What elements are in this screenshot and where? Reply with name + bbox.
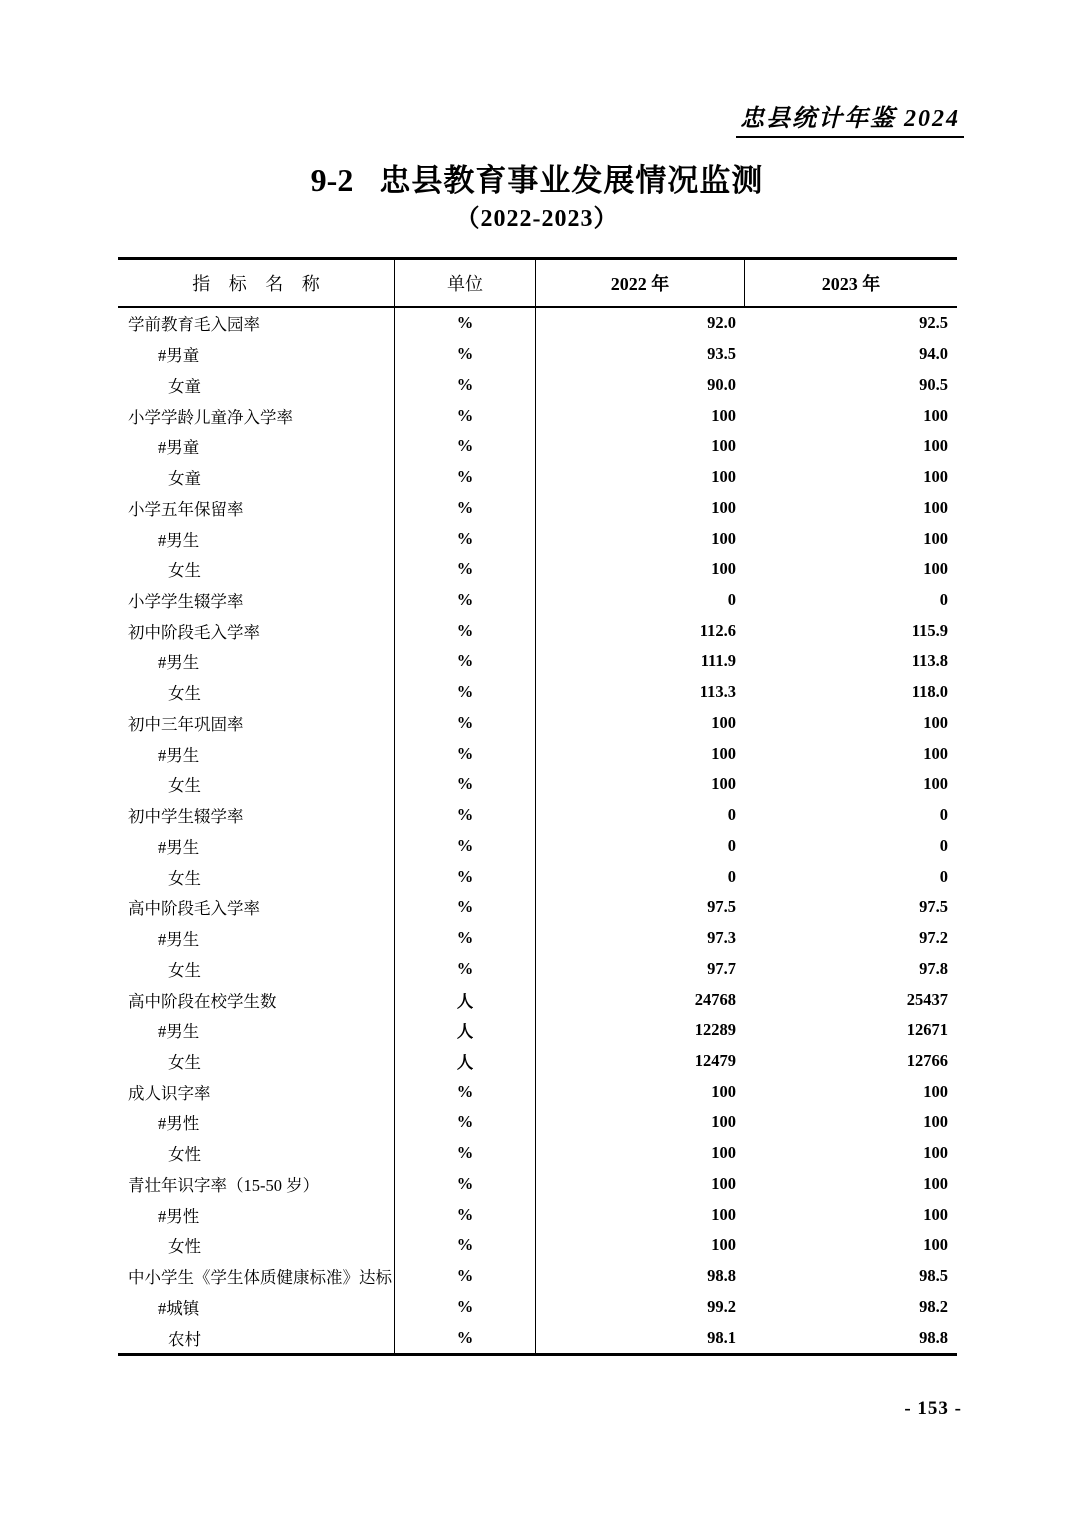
value-2023-cell: 100 (923, 1204, 948, 1224)
unit-cell: % (395, 1261, 536, 1292)
unit-cell: % (395, 585, 536, 616)
unit-cell: 人 (395, 1046, 536, 1077)
value-2022-cell: 113.3 (699, 682, 736, 702)
column-header-unit: 单位 (395, 260, 536, 306)
value-2022-cell: 100 (711, 436, 736, 456)
value-2022-cell: 0 (727, 589, 736, 609)
value-2023-cell: 97.2 (919, 928, 948, 948)
indicator-name-cell: #男生 (118, 738, 395, 769)
table-row (118, 1230, 957, 1261)
value-2023-cell: 98.2 (919, 1296, 948, 1316)
value-2023-cell: 0 (939, 589, 948, 609)
table-row (118, 554, 957, 585)
table-row (118, 339, 957, 370)
unit-cell: % (395, 677, 536, 708)
indicator-name-cell: 女生 (118, 861, 395, 892)
value-2023-cell: 118.0 (911, 682, 948, 702)
table-row (118, 830, 957, 861)
value-2023-cell: 100 (923, 528, 948, 548)
unit-cell: % (395, 769, 536, 800)
indicator-name-cell: #男生 (118, 830, 395, 861)
indicator-name-cell: 小学五年保留率 (118, 492, 395, 523)
unit-cell: % (395, 1138, 536, 1169)
table-header-row (118, 257, 957, 308)
value-2023-cell: 100 (923, 559, 948, 579)
value-2022-cell: 100 (711, 1112, 736, 1132)
value-2023-cell: 98.5 (919, 1266, 948, 1286)
unit-cell: % (395, 1169, 536, 1200)
unit-cell: % (395, 923, 536, 954)
value-2022-cell: 100 (711, 528, 736, 548)
value-2022-cell: 111.9 (700, 651, 736, 671)
value-2023-cell: 113.8 (911, 651, 948, 671)
table-row (118, 1138, 957, 1169)
unit-cell: % (395, 1076, 536, 1107)
indicator-name-cell: 高中阶段毛入学率 (118, 892, 395, 923)
unit-cell: % (395, 523, 536, 554)
indicator-name-cell: #男性 (118, 1107, 395, 1138)
unit-cell: % (395, 1322, 536, 1353)
indicator-name-cell: #男生 (118, 646, 395, 677)
indicator-name-cell: 女性 (118, 1230, 395, 1261)
value-2023-cell: 100 (923, 405, 948, 425)
unit-cell: % (395, 830, 536, 861)
indicator-name-cell: 农村 (118, 1322, 395, 1353)
value-2022-cell: 0 (727, 866, 736, 886)
unit-cell: % (395, 615, 536, 646)
table-row (118, 400, 957, 431)
table-row (118, 800, 957, 831)
value-2023-cell: 25437 (906, 989, 948, 1009)
value-2022-cell: 92.0 (707, 313, 736, 333)
value-2022-cell: 100 (711, 743, 736, 763)
table-row (118, 431, 957, 462)
indicator-name-cell: 女童 (118, 369, 395, 400)
value-2023-cell: 98.8 (919, 1327, 948, 1347)
table-title: 忠县教育事业发展情况监测 (379, 163, 764, 198)
value-2022-cell: 100 (711, 559, 736, 579)
unit-cell: % (395, 1199, 536, 1230)
value-2023-cell: 100 (923, 1235, 948, 1255)
table-row (118, 615, 957, 646)
value-2023-cell: 100 (923, 497, 948, 517)
table-row (118, 1046, 957, 1077)
table-row (118, 892, 957, 923)
unit-cell: % (395, 462, 536, 493)
value-2022-cell: 97.7 (707, 958, 736, 978)
unit-cell: % (395, 1230, 536, 1261)
value-2022-cell: 97.5 (707, 897, 736, 917)
indicator-name-cell: 女童 (118, 462, 395, 493)
table-row (118, 585, 957, 616)
table-row (118, 492, 957, 523)
value-2022-cell: 98.1 (707, 1327, 736, 1347)
unit-cell: % (395, 554, 536, 585)
value-2023-cell: 90.5 (919, 374, 948, 394)
value-2023-cell: 100 (923, 774, 948, 794)
indicator-name-cell: 初中三年巩固率 (118, 708, 395, 739)
value-2022-cell: 90.0 (707, 374, 736, 394)
value-2022-cell: 100 (711, 774, 736, 794)
value-2023-cell: 100 (923, 1143, 948, 1163)
unit-cell: % (395, 308, 536, 339)
value-2023-cell: 100 (923, 712, 948, 732)
table-row (118, 1322, 957, 1353)
indicator-name-cell: 小学学生辍学率 (118, 585, 395, 616)
value-2022-cell: 100 (711, 712, 736, 732)
table-row (118, 462, 957, 493)
value-2023-cell: 92.5 (919, 313, 948, 333)
value-2022-cell: 112.6 (699, 620, 736, 640)
value-2022-cell: 24768 (694, 989, 736, 1009)
value-2023-cell: 100 (923, 436, 948, 456)
running-head: 忠县统计年鉴 2024 (736, 98, 964, 138)
value-2022-cell: 12289 (694, 1020, 736, 1040)
table-row (118, 1261, 957, 1292)
value-2023-cell: 94.0 (919, 344, 948, 364)
unit-cell: % (395, 892, 536, 923)
value-2022-cell: 12479 (694, 1050, 736, 1070)
value-2022-cell: 100 (711, 1235, 736, 1255)
table-row (118, 953, 957, 984)
indicator-name-cell: #城镇 (118, 1292, 395, 1323)
unit-cell: % (395, 646, 536, 677)
value-2022-cell: 93.5 (707, 344, 736, 364)
statistics-table (118, 257, 957, 1356)
value-2023-cell: 0 (939, 805, 948, 825)
table-row (118, 708, 957, 739)
indicator-name-cell: 女生 (118, 1046, 395, 1077)
column-header-2022: 2022 年 (536, 260, 745, 306)
unit-cell: % (395, 1292, 536, 1323)
indicator-name-cell: 女生 (118, 677, 395, 708)
value-2023-cell: 115.9 (911, 620, 948, 640)
table-row (118, 646, 957, 677)
value-2023-cell: 12671 (906, 1020, 948, 1040)
indicator-name-cell: 女生 (118, 769, 395, 800)
page-title (0, 155, 1074, 200)
table-number: 9-2 (310, 162, 354, 198)
table-body (118, 308, 957, 1356)
value-2023-cell: 100 (923, 1081, 948, 1101)
indicator-name-cell: 女性 (118, 1138, 395, 1169)
unit-cell: % (395, 431, 536, 462)
indicator-name-cell: 女生 (118, 953, 395, 984)
table-row (118, 1199, 957, 1230)
value-2022-cell: 100 (711, 1143, 736, 1163)
value-2023-cell: 0 (939, 866, 948, 886)
indicator-name-cell: #男童 (118, 431, 395, 462)
unit-cell: % (395, 400, 536, 431)
indicator-name-cell: #男生 (118, 923, 395, 954)
value-2023-cell: 100 (923, 1173, 948, 1193)
unit-cell: % (395, 800, 536, 831)
indicator-name-cell: #男性 (118, 1199, 395, 1230)
table-row (118, 1292, 957, 1323)
unit-cell: % (395, 953, 536, 984)
table-row (118, 1015, 957, 1046)
column-header-2023: 2023 年 (821, 274, 881, 294)
column-header-indicator: 指 标 名 称 (118, 260, 395, 306)
value-2022-cell: 100 (711, 1081, 736, 1101)
value-2023-cell: 97.8 (919, 958, 948, 978)
value-2022-cell: 100 (711, 1204, 736, 1224)
indicator-name-cell: 中小学生《学生体质健康标准》达标 (118, 1261, 395, 1292)
value-2022-cell: 0 (727, 835, 736, 855)
table-row (118, 923, 957, 954)
table-row (118, 984, 957, 1015)
value-2022-cell: 0 (727, 805, 736, 825)
table-row (118, 677, 957, 708)
value-2022-cell: 100 (711, 497, 736, 517)
value-2022-cell: 100 (711, 1173, 736, 1193)
value-2023-cell: 97.5 (919, 897, 948, 917)
value-2022-cell: 99.2 (707, 1296, 736, 1316)
table-row (118, 1076, 957, 1107)
unit-cell: % (395, 1107, 536, 1138)
value-2023-cell: 0 (939, 835, 948, 855)
value-2023-cell: 100 (923, 743, 948, 763)
indicator-name-cell: #男生 (118, 523, 395, 554)
page-number: - 153 - (904, 1398, 962, 1419)
unit-cell: % (395, 708, 536, 739)
page-subtitle: （2022-2023） (455, 206, 619, 232)
value-2022-cell: 100 (711, 405, 736, 425)
indicator-name-cell: 成人识字率 (118, 1076, 395, 1107)
unit-cell: % (395, 492, 536, 523)
unit-cell: % (395, 339, 536, 370)
indicator-name-cell: 初中阶段毛入学率 (118, 615, 395, 646)
indicator-name-cell: 初中学生辍学率 (118, 800, 395, 831)
table-row (118, 523, 957, 554)
unit-cell: % (395, 369, 536, 400)
indicator-name-cell: 小学学龄儿童净入学率 (118, 400, 395, 431)
indicator-name-cell: 高中阶段在校学生数 (118, 984, 395, 1015)
unit-cell: 人 (395, 1015, 536, 1046)
table-row (118, 308, 957, 339)
value-2023-cell: 100 (923, 1112, 948, 1132)
table-row (118, 369, 957, 400)
table-row (118, 738, 957, 769)
table-row (118, 769, 957, 800)
unit-cell: % (395, 738, 536, 769)
unit-cell: 人 (395, 984, 536, 1015)
value-2022-cell: 98.8 (707, 1266, 736, 1286)
indicator-name-cell: #男生 (118, 1015, 395, 1046)
indicator-name-cell: 青壮年识字率（15-50 岁） (118, 1169, 395, 1200)
indicator-name-cell: 女生 (118, 554, 395, 585)
table-row (118, 1169, 957, 1200)
value-2023-cell: 100 (923, 467, 948, 487)
indicator-name-cell: 学前教育毛入园率 (118, 308, 395, 339)
table-row (118, 1107, 957, 1138)
value-2022-cell: 100 (711, 467, 736, 487)
value-2022-cell: 97.3 (707, 928, 736, 948)
unit-cell: % (395, 861, 536, 892)
value-2023-cell: 12766 (906, 1050, 948, 1070)
indicator-name-cell: #男童 (118, 339, 395, 370)
table-row (118, 861, 957, 892)
